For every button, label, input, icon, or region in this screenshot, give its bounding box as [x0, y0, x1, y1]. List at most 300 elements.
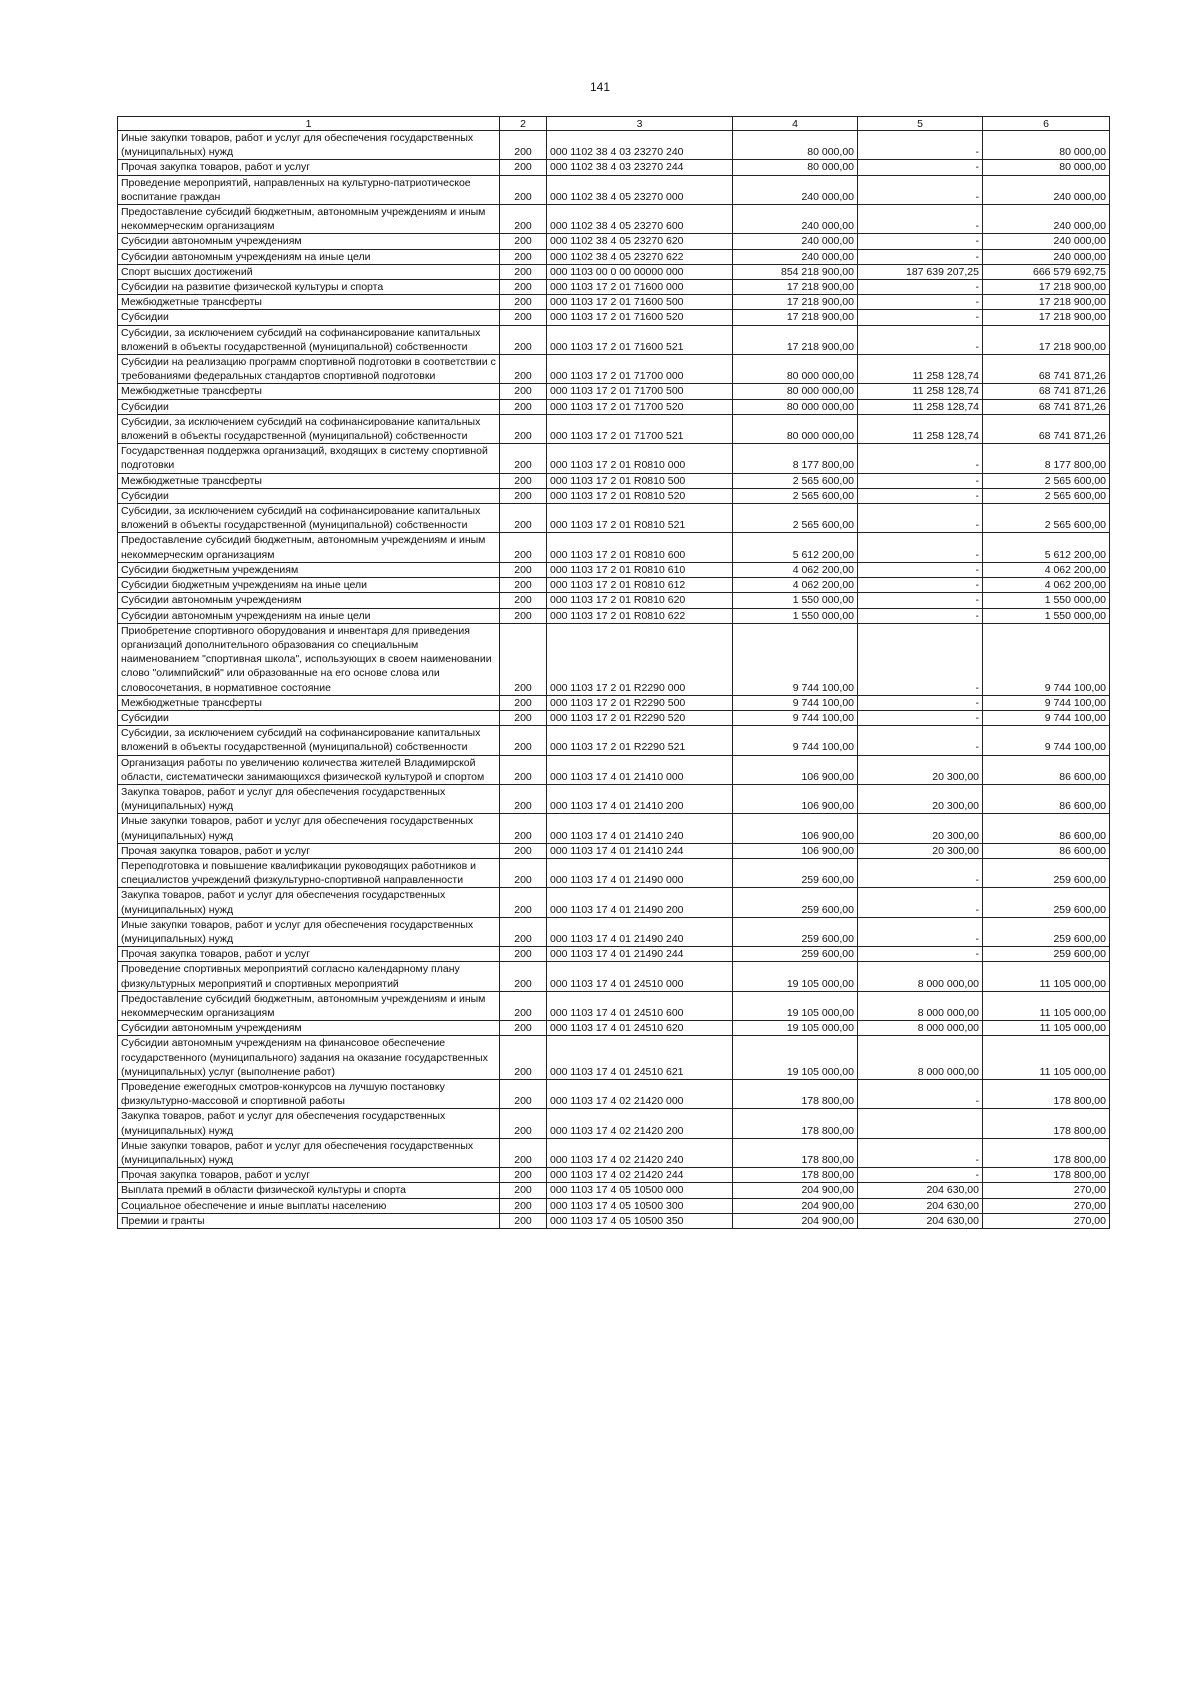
row-remaining-cell: 9 744 100,00 — [983, 710, 1110, 725]
row-remaining-cell: 178 800,00 — [983, 1168, 1110, 1183]
row-executed-cell: - — [858, 234, 983, 249]
row-approved-cell: 178 800,00 — [733, 1168, 858, 1183]
row-classification-cell: 000 1103 17 2 01 R2290 521 — [547, 726, 733, 755]
row-remaining-cell: 11 105 000,00 — [983, 962, 1110, 991]
table-row — [118, 917, 1110, 946]
row-executed-cell: - — [858, 444, 983, 473]
row-classification-cell: 000 1103 17 2 01 71600 521 — [547, 325, 733, 354]
row-approved-cell: 4 062 200,00 — [733, 562, 858, 577]
row-code-cell: 200 — [500, 295, 547, 310]
table-row — [118, 295, 1110, 310]
row-remaining-cell: 68 741 871,26 — [983, 384, 1110, 399]
row-executed-cell: - — [858, 726, 983, 755]
row-remaining-cell: 68 741 871,26 — [983, 399, 1110, 414]
row-approved-cell: 204 900,00 — [733, 1198, 858, 1213]
row-approved-cell: 854 218 900,00 — [733, 264, 858, 279]
table-row — [118, 1138, 1110, 1167]
row-executed-cell: 11 258 128,74 — [858, 399, 983, 414]
table-row — [118, 444, 1110, 473]
row-code-cell: 200 — [500, 623, 547, 695]
row-classification-cell: 000 1103 17 2 01 R0810 620 — [547, 593, 733, 608]
row-approved-cell: 19 105 000,00 — [733, 991, 858, 1020]
row-executed-cell: - — [858, 1080, 983, 1109]
row-classification-cell: 000 1103 17 4 05 10500 350 — [547, 1213, 733, 1228]
row-remaining-cell: 240 000,00 — [983, 234, 1110, 249]
row-executed-cell: - — [858, 888, 983, 917]
row-approved-cell: 259 600,00 — [733, 947, 858, 962]
row-approved-cell: 19 105 000,00 — [733, 962, 858, 991]
row-classification-cell: 000 1103 17 2 01 R0810 612 — [547, 578, 733, 593]
column-header: 1 — [118, 117, 500, 131]
table-row — [118, 1036, 1110, 1080]
row-code-cell: 200 — [500, 249, 547, 264]
row-code-cell: 200 — [500, 1080, 547, 1109]
row-remaining-cell: 86 600,00 — [983, 755, 1110, 784]
row-name-cell: Субсидии — [118, 488, 500, 503]
row-approved-cell: 80 000 000,00 — [733, 399, 858, 414]
column-header: 2 — [500, 117, 547, 131]
row-classification-cell: 000 1103 17 4 01 21490 000 — [547, 858, 733, 887]
row-remaining-cell: 86 600,00 — [983, 814, 1110, 843]
page-number: 141 — [589, 80, 611, 94]
row-approved-cell: 106 900,00 — [733, 843, 858, 858]
row-approved-cell: 259 600,00 — [733, 858, 858, 887]
row-classification-cell: 000 1103 17 2 01 R0810 622 — [547, 608, 733, 623]
row-executed-cell: - — [858, 858, 983, 887]
row-remaining-cell: 80 000,00 — [983, 160, 1110, 175]
row-executed-cell: - — [858, 504, 983, 533]
row-code-cell: 200 — [500, 962, 547, 991]
row-remaining-cell: 259 600,00 — [983, 888, 1110, 917]
row-classification-cell: 000 1103 17 2 01 71700 520 — [547, 399, 733, 414]
row-approved-cell: 1 550 000,00 — [733, 608, 858, 623]
row-name-cell: Субсидии автономным учреждениям на иные цели — [118, 608, 500, 623]
row-approved-cell: 17 218 900,00 — [733, 280, 858, 295]
row-remaining-cell: 270,00 — [983, 1183, 1110, 1198]
row-remaining-cell: 1 550 000,00 — [983, 593, 1110, 608]
table-row — [118, 280, 1110, 295]
row-code-cell: 200 — [500, 234, 547, 249]
row-code-cell: 200 — [500, 562, 547, 577]
table-row — [118, 1080, 1110, 1109]
row-executed-cell: 20 300,00 — [858, 843, 983, 858]
row-approved-cell: 106 900,00 — [733, 784, 858, 813]
row-remaining-cell: 9 744 100,00 — [983, 726, 1110, 755]
row-code-cell: 200 — [500, 695, 547, 710]
row-remaining-cell: 11 105 000,00 — [983, 1021, 1110, 1036]
row-remaining-cell: 259 600,00 — [983, 858, 1110, 887]
row-code-cell: 200 — [500, 310, 547, 325]
row-code-cell: 200 — [500, 1183, 547, 1198]
row-name-cell: Приобретение спортивного оборудования и инвентаря для приведения организаций дополнительного образования со специальным наименованием "спортивная школа", использующих в своем наименовании слово "олимпийский" или образованные на его основе слова или словосочетания, в нормативное состояние — [118, 623, 500, 695]
row-remaining-cell: 270,00 — [983, 1198, 1110, 1213]
row-approved-cell: 17 218 900,00 — [733, 310, 858, 325]
row-code-cell: 200 — [500, 444, 547, 473]
table-header-row — [118, 117, 1110, 131]
row-name-cell: Межбюджетные трансферты — [118, 295, 500, 310]
row-code-cell: 200 — [500, 1109, 547, 1138]
row-name-cell: Спорт высших достижений — [118, 264, 500, 279]
row-name-cell: Предоставление субсидий бюджетным, автономным учреждениям и иным некоммерческим организациям — [118, 205, 500, 234]
table-row — [118, 1213, 1110, 1228]
row-approved-cell: 240 000,00 — [733, 234, 858, 249]
row-classification-cell: 000 1103 17 4 01 21410 244 — [547, 843, 733, 858]
table-row — [118, 325, 1110, 354]
row-remaining-cell: 270,00 — [983, 1213, 1110, 1228]
row-approved-cell: 9 744 100,00 — [733, 726, 858, 755]
row-name-cell: Организация работы по увеличению количества жителей Владимирской области, систематически занимающихся физической культурой и спортом — [118, 755, 500, 784]
table-row — [118, 962, 1110, 991]
table-row — [118, 1021, 1110, 1036]
row-approved-cell: 9 744 100,00 — [733, 695, 858, 710]
table-row — [118, 414, 1110, 443]
row-approved-cell: 5 612 200,00 — [733, 533, 858, 562]
row-code-cell: 200 — [500, 1213, 547, 1228]
table-row — [118, 384, 1110, 399]
row-code-cell: 200 — [500, 414, 547, 443]
row-remaining-cell: 68 741 871,26 — [983, 414, 1110, 443]
row-name-cell: Прочая закупка товаров, работ и услуг — [118, 160, 500, 175]
table-row — [118, 504, 1110, 533]
row-classification-cell: 000 1103 17 4 01 21490 200 — [547, 888, 733, 917]
row-remaining-cell: 4 062 200,00 — [983, 562, 1110, 577]
row-approved-cell: 4 062 200,00 — [733, 578, 858, 593]
row-name-cell: Межбюджетные трансферты — [118, 695, 500, 710]
row-executed-cell: - — [858, 695, 983, 710]
table-row — [118, 355, 1110, 384]
table-row — [118, 1168, 1110, 1183]
table-row — [118, 623, 1110, 695]
row-name-cell: Субсидии бюджетным учреждениям на иные цели — [118, 578, 500, 593]
row-code-cell: 200 — [500, 1198, 547, 1213]
row-name-cell: Проведение ежегодных смотров-конкурсов на лучшую постановку физкультурно-массовой и спортивной работы — [118, 1080, 500, 1109]
row-approved-cell: 259 600,00 — [733, 917, 858, 946]
row-remaining-cell: 178 800,00 — [983, 1109, 1110, 1138]
row-name-cell: Субсидии — [118, 710, 500, 725]
row-classification-cell: 000 1103 17 4 01 21490 240 — [547, 917, 733, 946]
row-executed-cell: 20 300,00 — [858, 784, 983, 813]
table-row — [118, 175, 1110, 204]
row-code-cell: 200 — [500, 1036, 547, 1080]
row-executed-cell: 8 000 000,00 — [858, 1021, 983, 1036]
row-code-cell: 200 — [500, 205, 547, 234]
row-classification-cell: 000 1103 17 4 05 10500 300 — [547, 1198, 733, 1213]
row-approved-cell: 80 000,00 — [733, 131, 858, 160]
row-executed-cell: - — [858, 280, 983, 295]
row-name-cell: Закупка товаров, работ и услуг для обеспечения государственных (муниципальных) нужд — [118, 1109, 500, 1138]
row-code-cell: 200 — [500, 384, 547, 399]
row-executed-cell: - — [858, 578, 983, 593]
row-approved-cell: 240 000,00 — [733, 205, 858, 234]
row-executed-cell: - — [858, 205, 983, 234]
row-executed-cell: - — [858, 488, 983, 503]
row-remaining-cell: 259 600,00 — [983, 917, 1110, 946]
row-executed-cell: 20 300,00 — [858, 755, 983, 784]
row-name-cell: Субсидии, за исключением субсидий на софинансирование капитальных вложений в объекты государственной (муниципальной) собственности — [118, 414, 500, 443]
row-classification-cell: 000 1102 38 4 03 23270 244 — [547, 160, 733, 175]
row-name-cell: Субсидии, за исключением субсидий на софинансирование капитальных вложений в объекты государственной (муниципальной) собственности — [118, 504, 500, 533]
row-classification-cell: 000 1103 17 2 01 R0810 600 — [547, 533, 733, 562]
row-approved-cell: 106 900,00 — [733, 814, 858, 843]
row-remaining-cell: 17 218 900,00 — [983, 325, 1110, 354]
row-code-cell: 200 — [500, 917, 547, 946]
table-row — [118, 234, 1110, 249]
row-code-cell: 200 — [500, 593, 547, 608]
row-approved-cell: 19 105 000,00 — [733, 1036, 858, 1080]
row-code-cell: 200 — [500, 160, 547, 175]
row-approved-cell: 17 218 900,00 — [733, 325, 858, 354]
row-code-cell: 200 — [500, 726, 547, 755]
row-classification-cell: 000 1103 17 2 01 R0810 610 — [547, 562, 733, 577]
row-approved-cell: 178 800,00 — [733, 1138, 858, 1167]
row-approved-cell: 259 600,00 — [733, 888, 858, 917]
table-row — [118, 888, 1110, 917]
row-executed-cell: 204 630,00 — [858, 1183, 983, 1198]
row-classification-cell: 000 1103 17 4 02 21420 244 — [547, 1168, 733, 1183]
row-remaining-cell: 2 565 600,00 — [983, 473, 1110, 488]
row-executed-cell: 11 258 128,74 — [858, 355, 983, 384]
table-row — [118, 205, 1110, 234]
row-executed-cell: 8 000 000,00 — [858, 991, 983, 1020]
row-executed-cell: - — [858, 249, 983, 264]
row-approved-cell: 9 744 100,00 — [733, 710, 858, 725]
row-classification-cell: 000 1102 38 4 05 23270 000 — [547, 175, 733, 204]
row-remaining-cell: 2 565 600,00 — [983, 504, 1110, 533]
row-executed-cell: - — [858, 175, 983, 204]
row-classification-cell: 000 1103 17 2 01 71700 500 — [547, 384, 733, 399]
row-classification-cell: 000 1103 17 2 01 71700 521 — [547, 414, 733, 443]
row-classification-cell: 000 1103 17 4 01 24510 000 — [547, 962, 733, 991]
row-code-cell: 200 — [500, 325, 547, 354]
row-executed-cell: - — [858, 310, 983, 325]
row-name-cell: Прочая закупка товаров, работ и услуг — [118, 1168, 500, 1183]
row-remaining-cell: 68 741 871,26 — [983, 355, 1110, 384]
row-classification-cell: 000 1103 17 4 01 21410 200 — [547, 784, 733, 813]
row-code-cell: 200 — [500, 488, 547, 503]
row-executed-cell: 187 639 207,25 — [858, 264, 983, 279]
row-executed-cell: 204 630,00 — [858, 1198, 983, 1213]
row-code-cell: 200 — [500, 280, 547, 295]
row-name-cell: Субсидии автономным учреждениям на иные цели — [118, 249, 500, 264]
column-header: 4 — [733, 117, 858, 131]
row-approved-cell: 80 000 000,00 — [733, 414, 858, 443]
row-name-cell: Иные закупки товаров, работ и услуг для обеспечения государственных (муниципальных) нужд — [118, 814, 500, 843]
row-classification-cell: 000 1103 17 4 01 21410 240 — [547, 814, 733, 843]
row-name-cell: Прочая закупка товаров, работ и услуг — [118, 947, 500, 962]
row-name-cell: Субсидии автономным учреждениям — [118, 1021, 500, 1036]
row-name-cell: Государственная поддержка организаций, входящих в систему спортивной подготовки — [118, 444, 500, 473]
row-classification-cell: 000 1103 17 4 02 21420 240 — [547, 1138, 733, 1167]
row-code-cell: 200 — [500, 991, 547, 1020]
row-classification-cell: 000 1103 17 4 01 24510 620 — [547, 1021, 733, 1036]
row-executed-cell — [858, 1109, 983, 1138]
row-approved-cell: 240 000,00 — [733, 249, 858, 264]
table-row — [118, 578, 1110, 593]
row-classification-cell: 000 1103 17 2 01 R2290 520 — [547, 710, 733, 725]
table-row — [118, 562, 1110, 577]
row-classification-cell: 000 1103 17 4 01 21490 244 — [547, 947, 733, 962]
row-classification-cell: 000 1103 17 4 02 21420 200 — [547, 1109, 733, 1138]
row-executed-cell: 8 000 000,00 — [858, 1036, 983, 1080]
row-remaining-cell: 11 105 000,00 — [983, 1036, 1110, 1080]
row-name-cell: Иные закупки товаров, работ и услуг для обеспечения государственных (муниципальных) нужд — [118, 917, 500, 946]
row-executed-cell: - — [858, 295, 983, 310]
row-remaining-cell: 5 612 200,00 — [983, 533, 1110, 562]
row-code-cell: 200 — [500, 814, 547, 843]
table-row — [118, 399, 1110, 414]
table-row — [118, 695, 1110, 710]
row-approved-cell: 106 900,00 — [733, 755, 858, 784]
row-name-cell: Закупка товаров, работ и услуг для обеспечения государственных (муниципальных) нужд — [118, 784, 500, 813]
row-name-cell: Иные закупки товаров, работ и услуг для обеспечения государственных (муниципальных) нужд — [118, 1138, 500, 1167]
row-executed-cell: 20 300,00 — [858, 814, 983, 843]
row-approved-cell: 19 105 000,00 — [733, 1021, 858, 1036]
row-classification-cell: 000 1103 17 2 01 R0810 520 — [547, 488, 733, 503]
row-remaining-cell: 240 000,00 — [983, 205, 1110, 234]
row-classification-cell: 000 1103 17 4 01 24510 621 — [547, 1036, 733, 1080]
row-classification-cell: 000 1103 00 0 00 00000 000 — [547, 264, 733, 279]
row-approved-cell: 2 565 600,00 — [733, 504, 858, 533]
row-name-cell: Иные закупки товаров, работ и услуг для обеспечения государственных (муниципальных) нужд — [118, 131, 500, 160]
row-executed-cell: - — [858, 710, 983, 725]
row-code-cell: 200 — [500, 1168, 547, 1183]
row-approved-cell: 9 744 100,00 — [733, 623, 858, 695]
row-name-cell: Социальное обеспечение и иные выплаты населению — [118, 1198, 500, 1213]
row-executed-cell: - — [858, 623, 983, 695]
row-approved-cell: 178 800,00 — [733, 1109, 858, 1138]
row-name-cell: Предоставление субсидий бюджетным, автономным учреждениям и иным некоммерческим организациям — [118, 991, 500, 1020]
row-remaining-cell: 178 800,00 — [983, 1080, 1110, 1109]
row-remaining-cell: 17 218 900,00 — [983, 310, 1110, 325]
row-approved-cell: 240 000,00 — [733, 175, 858, 204]
row-code-cell: 200 — [500, 888, 547, 917]
row-executed-cell: - — [858, 160, 983, 175]
row-classification-cell: 000 1103 17 2 01 71600 000 — [547, 280, 733, 295]
row-classification-cell: 000 1102 38 4 05 23270 620 — [547, 234, 733, 249]
row-code-cell: 200 — [500, 1021, 547, 1036]
table-row — [118, 473, 1110, 488]
row-name-cell: Проведение спортивных мероприятий согласно календарному плану физкультурных мероприятий и спортивных мероприятий — [118, 962, 500, 991]
table-row — [118, 726, 1110, 755]
row-executed-cell: - — [858, 608, 983, 623]
table-body — [118, 131, 1110, 1229]
row-classification-cell: 000 1103 17 4 01 24510 600 — [547, 991, 733, 1020]
table-row — [118, 488, 1110, 503]
table-row — [118, 1109, 1110, 1138]
row-name-cell: Выплата премий в области физической культуры и спорта — [118, 1183, 500, 1198]
row-approved-cell: 1 550 000,00 — [733, 593, 858, 608]
table-row — [118, 858, 1110, 887]
row-remaining-cell: 17 218 900,00 — [983, 280, 1110, 295]
row-classification-cell: 000 1103 17 2 01 R0810 000 — [547, 444, 733, 473]
row-name-cell: Субсидии, за исключением субсидий на софинансирование капитальных вложений в объекты государственной (муниципальной) собственности — [118, 726, 500, 755]
budget-table — [117, 116, 1110, 1229]
row-code-cell: 200 — [500, 755, 547, 784]
table-row — [118, 784, 1110, 813]
row-approved-cell: 80 000 000,00 — [733, 384, 858, 399]
row-executed-cell: - — [858, 533, 983, 562]
row-name-cell: Прочая закупка товаров, работ и услуг — [118, 843, 500, 858]
table-row — [118, 814, 1110, 843]
row-executed-cell: - — [858, 1168, 983, 1183]
row-name-cell: Субсидии на реализацию программ спортивной подготовки в соответствии с требованиями федеральных стандартов спортивной подготовки — [118, 355, 500, 384]
table-row — [118, 991, 1110, 1020]
row-name-cell: Премии и гранты — [118, 1213, 500, 1228]
row-code-cell: 200 — [500, 355, 547, 384]
row-remaining-cell: 178 800,00 — [983, 1138, 1110, 1167]
row-code-cell: 200 — [500, 504, 547, 533]
row-classification-cell: 000 1102 38 4 03 23270 240 — [547, 131, 733, 160]
column-header: 5 — [858, 117, 983, 131]
table-row — [118, 843, 1110, 858]
row-code-cell: 200 — [500, 131, 547, 160]
row-approved-cell: 2 565 600,00 — [733, 473, 858, 488]
row-name-cell: Переподготовка и повышение квалификации руководящих работников и специалистов учреждений физкультурно-спортивной направленности — [118, 858, 500, 887]
row-executed-cell: - — [858, 562, 983, 577]
row-name-cell: Субсидии бюджетным учреждениям — [118, 562, 500, 577]
table-row — [118, 608, 1110, 623]
row-approved-cell: 178 800,00 — [733, 1080, 858, 1109]
row-executed-cell: - — [858, 325, 983, 354]
row-approved-cell: 204 900,00 — [733, 1213, 858, 1228]
row-code-cell: 200 — [500, 264, 547, 279]
row-name-cell: Субсидии — [118, 310, 500, 325]
table-row — [118, 710, 1110, 725]
row-classification-cell: 000 1103 17 4 02 21420 000 — [547, 1080, 733, 1109]
row-remaining-cell: 8 177 800,00 — [983, 444, 1110, 473]
row-executed-cell: - — [858, 917, 983, 946]
row-remaining-cell: 240 000,00 — [983, 249, 1110, 264]
row-classification-cell: 000 1102 38 4 05 23270 600 — [547, 205, 733, 234]
row-code-cell: 200 — [500, 710, 547, 725]
row-code-cell: 200 — [500, 858, 547, 887]
row-name-cell: Субсидии автономным учреждениям на финансовое обеспечение государственного (муниципального) задания на оказание государственных (муниципальных) услуг (выполнение работ) — [118, 1036, 500, 1080]
row-approved-cell: 80 000,00 — [733, 160, 858, 175]
row-executed-cell: 204 630,00 — [858, 1213, 983, 1228]
row-executed-cell: 11 258 128,74 — [858, 414, 983, 443]
row-executed-cell: - — [858, 1138, 983, 1167]
row-remaining-cell: 666 579 692,75 — [983, 264, 1110, 279]
row-name-cell: Межбюджетные трансферты — [118, 384, 500, 399]
row-classification-cell: 000 1103 17 2 01 71700 000 — [547, 355, 733, 384]
row-approved-cell: 80 000 000,00 — [733, 355, 858, 384]
row-approved-cell: 2 565 600,00 — [733, 488, 858, 503]
row-classification-cell: 000 1103 17 2 01 71600 520 — [547, 310, 733, 325]
row-code-cell: 200 — [500, 947, 547, 962]
table-row — [118, 1198, 1110, 1213]
row-executed-cell: 11 258 128,74 — [858, 384, 983, 399]
row-name-cell: Субсидии автономным учреждениям — [118, 593, 500, 608]
row-code-cell: 200 — [500, 533, 547, 562]
row-remaining-cell: 86 600,00 — [983, 843, 1110, 858]
row-classification-cell: 000 1103 17 2 01 R0810 521 — [547, 504, 733, 533]
table-row — [118, 310, 1110, 325]
row-code-cell: 200 — [500, 843, 547, 858]
row-classification-cell: 000 1102 38 4 05 23270 622 — [547, 249, 733, 264]
row-executed-cell: - — [858, 473, 983, 488]
row-approved-cell: 204 900,00 — [733, 1183, 858, 1198]
row-code-cell: 200 — [500, 473, 547, 488]
row-code-cell: 200 — [500, 608, 547, 623]
row-remaining-cell: 259 600,00 — [983, 947, 1110, 962]
row-remaining-cell: 80 000,00 — [983, 131, 1110, 160]
row-classification-cell: 000 1103 17 2 01 71600 500 — [547, 295, 733, 310]
row-code-cell: 200 — [500, 784, 547, 813]
row-remaining-cell: 11 105 000,00 — [983, 991, 1110, 1020]
row-name-cell: Предоставление субсидий бюджетным, автономным учреждениям и иным некоммерческим организациям — [118, 533, 500, 562]
row-executed-cell: - — [858, 947, 983, 962]
row-executed-cell: - — [858, 593, 983, 608]
